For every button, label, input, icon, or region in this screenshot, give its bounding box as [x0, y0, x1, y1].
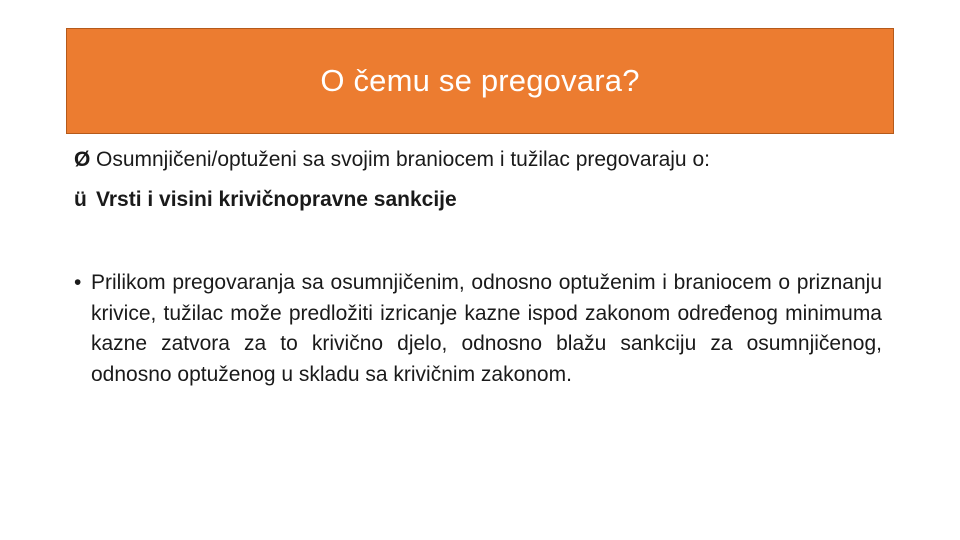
- title-banner: [66, 28, 894, 134]
- checkmark-bullet-icon: ü: [74, 188, 87, 211]
- check-item-text: Vrsti i visini krivičnopravne sankcije: [96, 188, 457, 211]
- slide-title: O čemu se pregovara?: [320, 63, 640, 98]
- check-list-item: [74, 188, 874, 212]
- arrow-list-item: [74, 148, 874, 172]
- arrow-bullet-icon: Ø: [74, 148, 91, 171]
- bullet-list-item: [74, 268, 882, 390]
- arrow-item-text: Osumnjičeni/optuženi sa svojim braniocem i tužilac pregovaraju o:: [96, 148, 710, 171]
- bullet-dot-icon: •: [74, 271, 82, 294]
- bullet-paragraph: Prilikom pregovaranja sa osumnjičenim, odnosno optuženim i braniocem o priznanju krivice, tužilac može predložiti izricanje kazne ispod zakonom određenog minimuma kazne zatvora za to krivično djelo, odnosno blažu sankciju za osumnjičenog, odnosno optuženog u skladu sa krivičnim zakonom.: [91, 271, 882, 386]
